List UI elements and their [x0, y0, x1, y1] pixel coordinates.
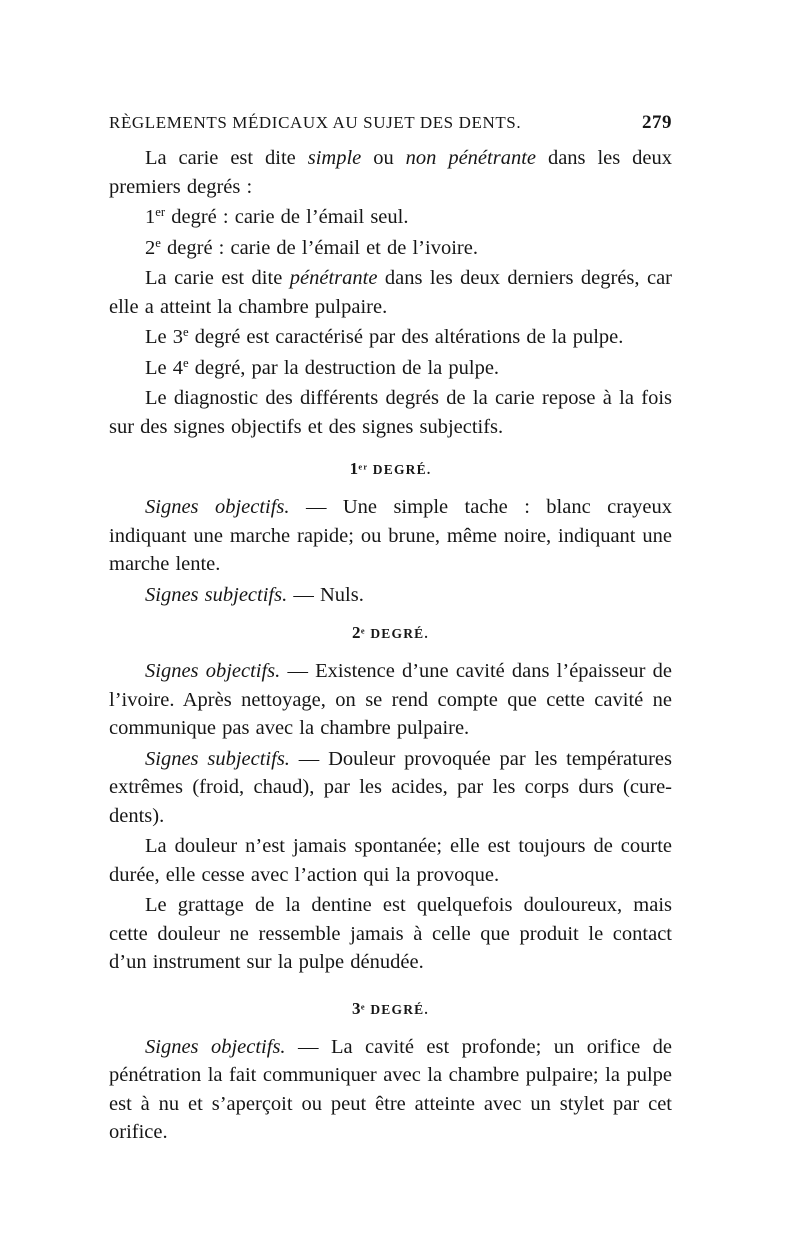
paragraph-degre-1-objectifs: Signes objectifs. — Une simple tache : blanc crayeux indiquant une marche rapide; ou brune, même noire, indiquant une marche lente.: [109, 496, 672, 575]
paragraph-diagnostic: Le diagnostic des différents degrés de la carie repose à la fois sur des signes objectifs et des signes subjectifs.: [109, 387, 672, 438]
section-heading-degre-2: 2e DEGRÉ.: [352, 623, 429, 642]
paragraph-degre-1: 1er degré : carie de l’émail seul.: [145, 205, 409, 228]
paragraph-degre-2: 2e degré : carie de l’émail et de l’ivoire.: [145, 235, 478, 259]
book-page: [109, 112, 672, 1147]
paragraph-degre-2-subjectifs: Signes subjectifs. — Douleur provoquée par les températures extrêmes (froid, chaud), par les acides, par les corps durs (cure-dents).: [109, 747, 672, 827]
paragraph-degre-2-objectifs: Signes objectifs. — Existence d’une cavité dans l’épaisseur de l’ivoire. Après nettoyage, on se rend compte que cette cavité ne communique pas avec la chambre pulpaire.: [109, 660, 672, 739]
page-number: 279: [642, 112, 672, 133]
paragraph-degre-1-subjectifs: Signes subjectifs. — Nuls.: [145, 583, 364, 606]
paragraph-degre-4: Le 4e degré, par la destruction de la pulpe.: [145, 355, 500, 379]
paragraph-degre-3: Le 3e degré est caractérisé par des altérations de la pulpe.: [145, 325, 624, 348]
paragraph-douleur: La douleur n’est jamais spontanée; elle est toujours de courte durée, elle cesse avec l’action qui la provoque.: [109, 835, 672, 886]
running-title: RÈGLEMENTS MÉDICAUX AU SUJET DES DENTS.: [109, 113, 522, 132]
running-head: [109, 112, 672, 144]
section-heading-degre-3: 3e DEGRÉ.: [352, 998, 429, 1018]
paragraph-degre-3-objectifs: Signes objectifs. — La cavité est profonde; un orifice de pénétration la fait communiquer avec la chambre pulpaire; la pulpe est à nu et s’aperçoit ou peut être atteinte avec un stylet par cet orifice.: [109, 1035, 673, 1143]
section-heading-degre-1: 1er DEGRÉ.: [349, 459, 432, 478]
paragraph-carie-penetrante: La carie est dite pénétrante dans les deux derniers degrés, car elle a atteint la chambre pulpaire.: [109, 267, 673, 318]
paragraph-grattage: Le grattage de la dentine est quelquefois douloureux, mais cette douleur ne ressemble jamais à celle que produit le contact d’un instrument sur la pulpe dénudée.: [109, 894, 672, 973]
paragraph-carie-simple: La carie est dite simple ou non pénétrante dans les deux premiers degrés :: [109, 147, 673, 198]
